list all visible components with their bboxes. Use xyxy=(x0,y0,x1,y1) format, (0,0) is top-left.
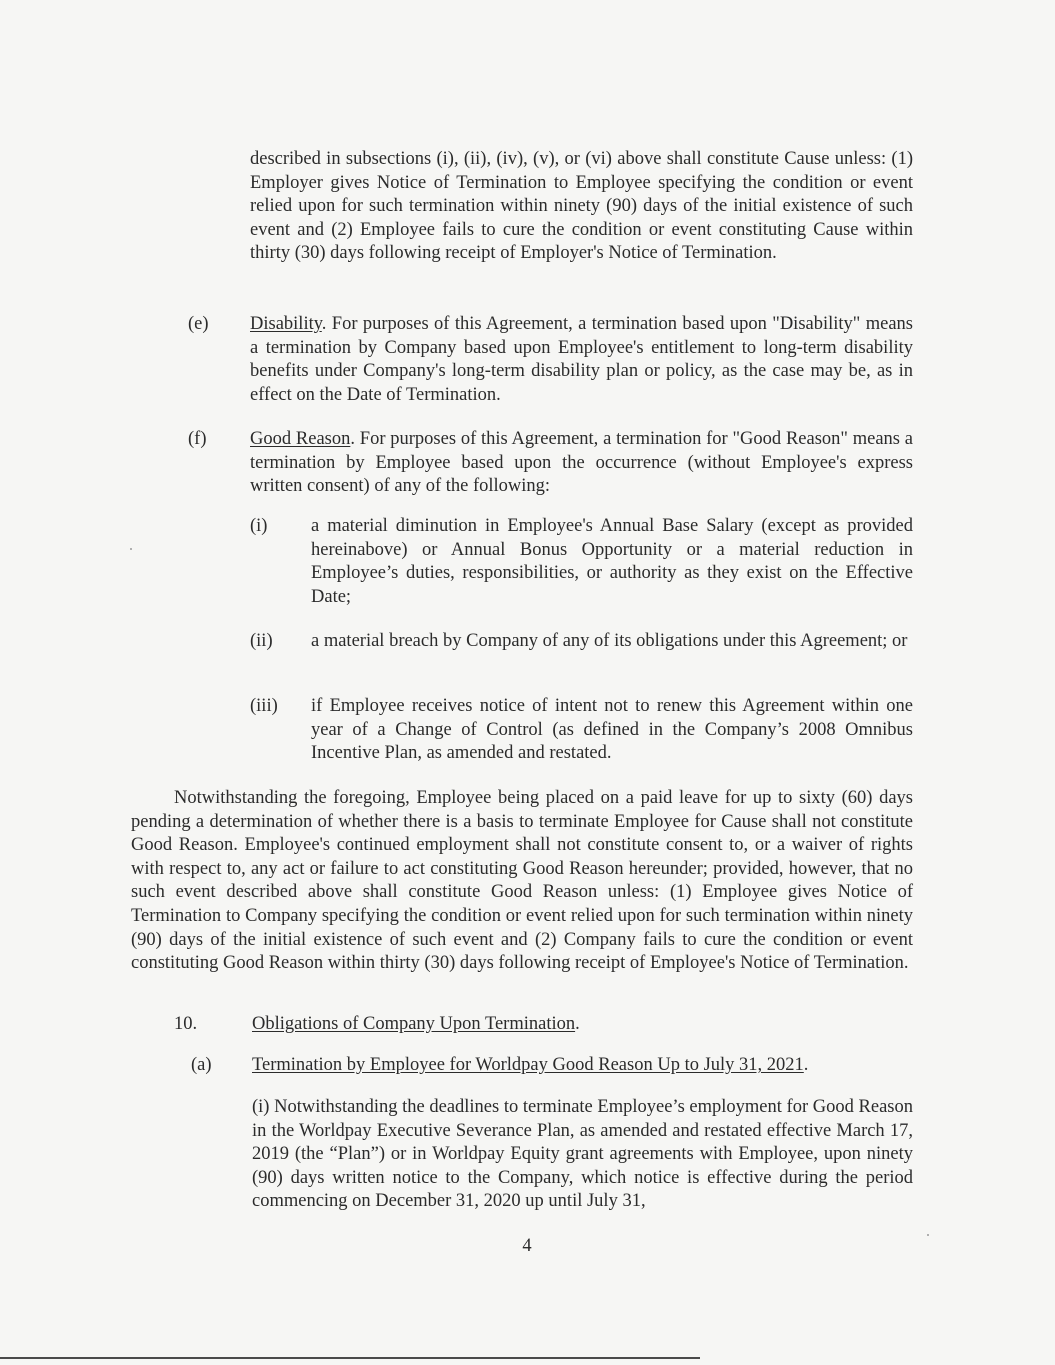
section-f-item-i-label: (i) xyxy=(250,516,268,536)
section-10-number: 10. xyxy=(174,1014,198,1034)
section-f-item-ii-label: (ii) xyxy=(250,631,273,651)
section-f-item-iii-label: (iii) xyxy=(250,696,278,716)
section-10-a-label: (a) xyxy=(191,1055,212,1075)
scan-speck xyxy=(927,1234,929,1236)
section-10-a-i-paragraph xyxy=(252,1096,913,1214)
section-10-a-heading: Termination by Employee for Worldpay Good Reason Up to July 31, 2021 xyxy=(252,1055,804,1075)
section-f-text: For purposes of this Agreement, a termination for "Good Reason" means a termination by Employee based upon the occurrence (without Employee's express written consent) of any of the following: xyxy=(250,429,913,497)
section-10-a-heading-line: Termination by Employee for Worldpay Good Reason Up to July 31, 2021. xyxy=(252,1055,809,1075)
section-f-item-i-text: a material diminution in Employee's Annual Base Salary (except as provided hereinabove) or Annual Bonus Opportunity or a material reduction in Employee’s duties, responsibilities, or authority as they exist on the Effective Date; xyxy=(311,516,913,607)
section-f-item-ii-text: a material breach by Company of any of its obligations under this Agreement; or xyxy=(311,631,908,651)
scan-speck xyxy=(130,548,132,550)
section-e-label: (e) xyxy=(188,314,209,334)
section-e-paragraph: Disability. For purposes of this Agreement, a termination based upon "Disability" means a termination by Company based upon Employee's entitlement to long-term disability benefits under Company's long-term disability plan or policy, as the case may be, as in effect on the Date of Termination. xyxy=(250,314,913,405)
section-f-item-iii-text: if Employee receives notice of intent not to renew this Agreement within one year of a Change of Control (as defined in the Company’s 2008 Omnibus Incentive Plan, as amended and restated. xyxy=(311,696,913,764)
bottom-scan-rule xyxy=(0,1357,700,1359)
cause-continuation-paragraph: described in subsections (i), (ii), (iv), (v), or (vi) above shall constitute Cause unless: (1) Employer gives Notice of Termination to Employee specifying the condition or event relied upon for such termination within ninety (90) days of the initial existence of such event and (2) Employee fails to cure the condition or event constituting Cause within thirty (30) days following receipt of Employer's Notice of Termination. xyxy=(250,149,913,264)
section-10-a-i-label: (i) xyxy=(252,1097,270,1117)
section-f-label: (f) xyxy=(188,429,207,449)
section-f-heading: Good Reason xyxy=(250,429,351,449)
section-10-heading: Obligations of Company Upon Termination xyxy=(252,1014,576,1034)
section-e-heading: Disability xyxy=(250,314,322,334)
notwithstanding-paragraph: Notwithstanding the foregoing, Employee being placed on a paid leave for up to sixty (60) days pending a determination of whether there is a basis to terminate Employee for Cause shall not constitute Good Reason. Employee's continued employment shall not constitute consent to, or a waiver of rights with respect to, any act or failure to act constituting Good Reason hereunder; provided, however, that no such event described above shall constitute Good Reason unless: (1) Employee gives Notice of Termination to Company specifying the condition or event relied upon for such termination within ninety (90) days of the initial existence of such event and (2) Company fails to cure the condition or event constituting Good Reason within thirty (30) days following receipt of Employee's Notice of Termination. xyxy=(131,788,913,974)
page-number: 4 xyxy=(522,1236,532,1256)
section-f-paragraph: Good Reason. For purposes of this Agreement, a termination for "Good Reason" means a termination by Employee based upon the occurrence (without Employee's express written consent) of any of the following: xyxy=(250,429,913,497)
section-e-text: For purposes of this Agreement, a termination based upon "Disability" means a termination by Company based upon Employee's entitlement to long-term disability benefits under Company's long-term disability plan or policy, as the case may be, as in effect on the Date of Termination. xyxy=(250,314,913,405)
section-10-heading-line: Obligations of Company Upon Termination. xyxy=(252,1014,580,1034)
section-10-a-i-text: Notwithstanding the deadlines to terminate Employee’s employment for Good Reason in the Worldpay Executive Severance Plan, as amended and restated effective March 17, 2019 (the “Plan”) or in Worldpay Equity grant agreements with Employee, upon ninety (90) days written notice to the Company, which notice is effective during the period commencing on December 31, 2020 up until July 31, xyxy=(252,1097,913,1212)
